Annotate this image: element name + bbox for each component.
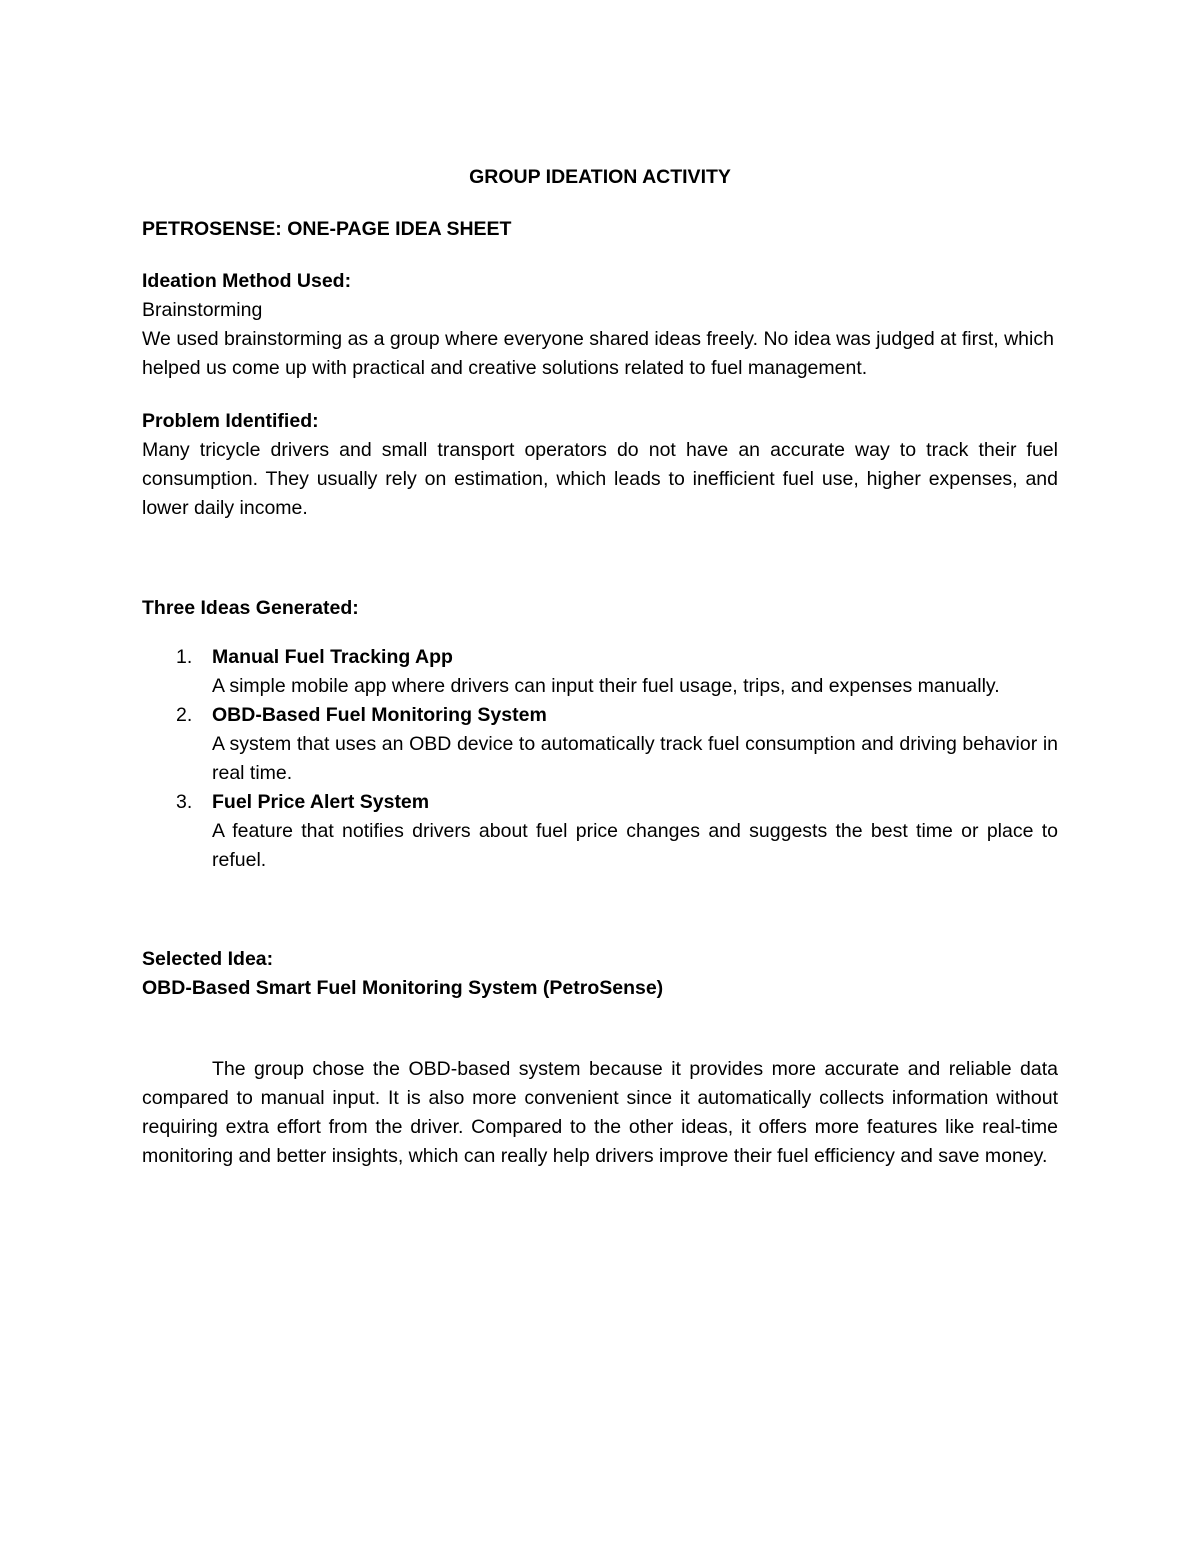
list-item [142, 788, 1058, 875]
ideas-heading: Three Ideas Generated: [142, 597, 359, 619]
document-body [142, 163, 1058, 1171]
list-item [142, 643, 1058, 701]
problem-section [142, 407, 1058, 523]
selected-idea-name: OBD-Based Smart Fuel Monitoring System (PetroSense) [142, 977, 664, 999]
list-item-number: 2. [176, 704, 193, 726]
idea-title: OBD-Based Fuel Monitoring System [212, 704, 547, 726]
idea-title: Fuel Price Alert System [212, 791, 430, 813]
idea-description: A simple mobile app where drivers can input their fuel usage, trips, and expenses manually. [212, 675, 1000, 697]
document-subtitle: PETROSENSE: ONE-PAGE IDEA SHEET [142, 218, 512, 240]
list-item [142, 701, 1058, 788]
list-item-number: 3. [176, 791, 193, 813]
selected-idea-section [142, 945, 1058, 1171]
idea-description: A system that uses an OBD device to automatically track fuel consumption and driving behavior in real time. [212, 733, 1058, 784]
ideas-section [142, 594, 1058, 875]
selected-idea-rationale: The group chose the OBD-based system because it provides more accurate and reliable data compared to manual input. It is also more convenient since it automatically collects information without requiring extra effort from the driver. Compared to the other ideas, it offers more features like real-time monitoring and better insights, which can really help drivers improve their fuel efficiency and save money. [142, 1058, 1058, 1167]
idea-description: A feature that notifies drivers about fuel price changes and suggests the best time or place to refuel. [212, 820, 1058, 871]
list-item-number: 1. [176, 646, 193, 668]
ideation-method-heading: Ideation Method Used: [142, 270, 352, 292]
idea-title: Manual Fuel Tracking App [212, 646, 453, 668]
ideation-method-name: Brainstorming [142, 299, 263, 321]
ideation-method-section [142, 267, 1058, 383]
ideation-method-description: We used brainstorming as a group where everyone shared ideas freely. No idea was judged at first, which helped us come up with practical and creative solutions related to fuel management. [142, 328, 1054, 379]
ideas-list [142, 643, 1058, 875]
selected-idea-heading: Selected Idea: [142, 948, 274, 970]
document-title: GROUP IDEATION ACTIVITY [469, 166, 731, 188]
problem-description: Many tricycle drivers and small transport operators do not have an accurate way to track their fuel consumption. They usually rely on estimation, which leads to inefficient fuel use, higher expenses, and lower daily income. [142, 439, 1058, 519]
problem-heading: Problem Identified: [142, 410, 319, 432]
